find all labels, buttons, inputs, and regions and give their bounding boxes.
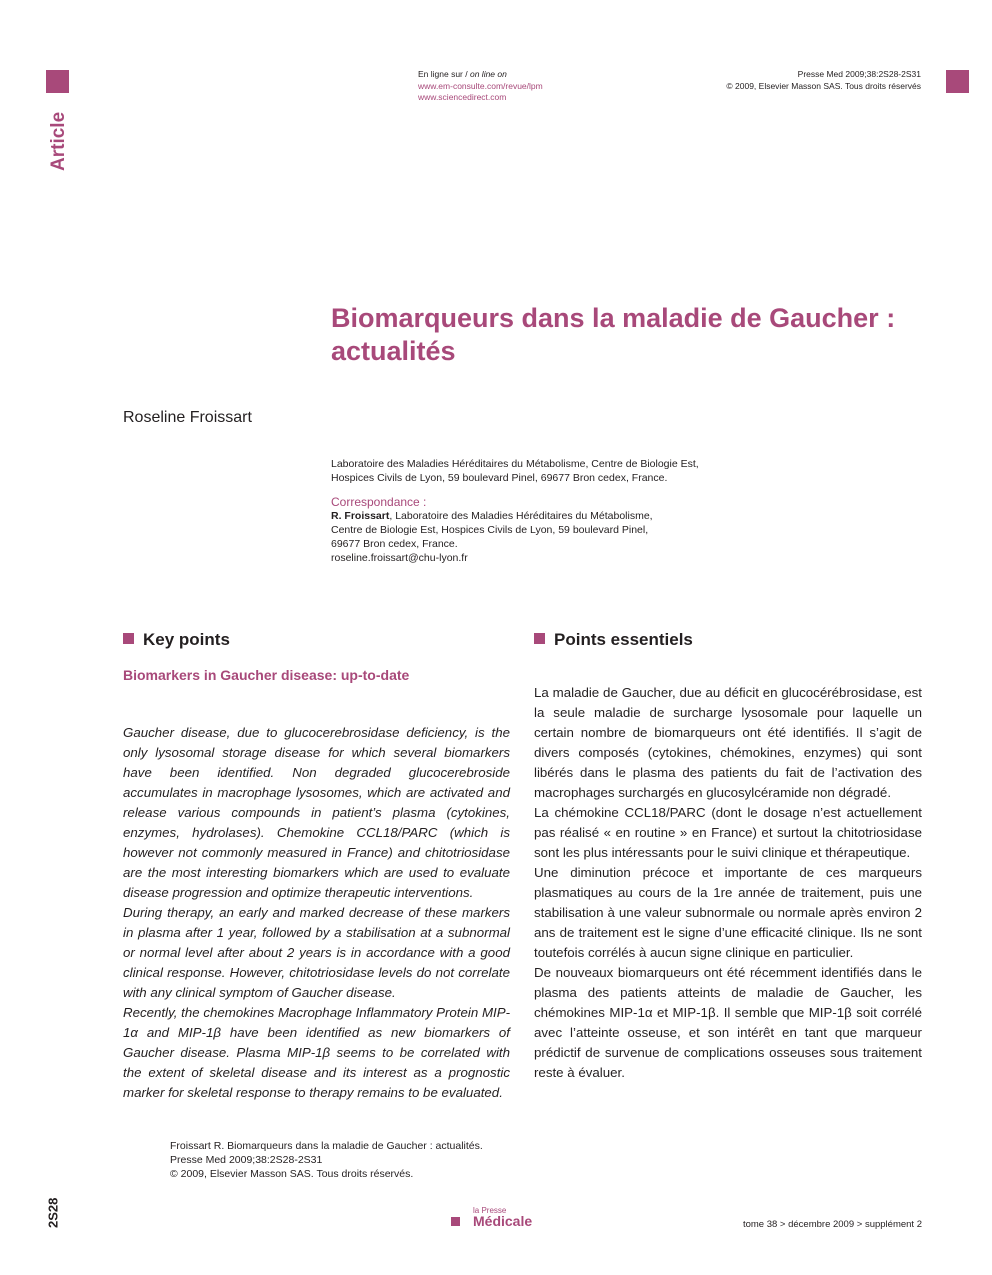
online-availability [418, 69, 543, 104]
citation-line: Froissart R. Biomarqueurs dans la maladie de Gaucher : actualités. [170, 1140, 483, 1152]
article-title: Biomarqueurs dans la maladie de Gaucher : actualités [331, 303, 896, 366]
key-points-title: Key points [143, 630, 230, 649]
affiliation-line: Laboratoire des Maladies Héréditaires du Métabolisme, Centre de Biologie Est, [331, 458, 699, 470]
online-italic: on line on [469, 69, 507, 79]
corner-marker-right [946, 70, 969, 93]
correspondence-email[interactable]: roseline.froissart@chu-lyon.fr [331, 552, 468, 564]
correspondence-name: R. Froissart [331, 510, 390, 522]
citation-block [170, 1139, 483, 1181]
paragraph: La maladie de Gaucher, due au déficit en glucocérébrosidase, est la seule maladie de surcharge lysosomale pour laquelle un certain nombre de biomarqueurs ont été identifiés. Il s’agit de divers composés (cytokines, chémokines, enzymes) qui sont libérés dans le plasma des patients du fait de l’activation des macrophages surchargés en glucosylcéramide non dégradé. [534, 685, 922, 800]
logo-main-text: Médicale [473, 1213, 533, 1229]
key-points-body [123, 723, 510, 1103]
citation-line: Presse Med 2009;38:2S28-2S31 [170, 1154, 323, 1166]
english-subtitle: Biomarkers in Gaucher disease: up-to-date [123, 667, 410, 683]
correspondence-heading: Correspondance : [331, 495, 427, 509]
paragraph: Gaucher disease, due to glucocerebrosidase deficiency, is the only lysosomal storage disease for which several biomarkers have been identified. Non degraded glucocerebroside accumulates in macrophage lysosomes, which are activated and release various compounds in patient’s plasma (cytokines, enzymes, hydrolases). Chemokine CCL18/PARC (which is however not commonly measured in France) and chitotriosidase are the most interesting biomarkers which are used to evaluate disease progression and optimize therapeutic interventions. [123, 725, 510, 900]
correspondence-line: 69677 Bron cedex, France. [331, 538, 458, 550]
journal-ref: Presse Med 2009;38:2S28-2S31 [797, 69, 921, 79]
logo-small-text: la Presse [473, 1206, 507, 1215]
author-name: Roseline Froissart [123, 409, 252, 426]
key-points-heading [123, 630, 230, 650]
section-label: Article [48, 111, 69, 171]
link-em-consulte[interactable]: www.em-consulte.com/revue/lpm [418, 80, 543, 91]
paragraph: During therapy, an early and marked decrease of these markers in plasma after 1 year, followed by a stabilisation at a subnormal or normal level after about 2 years is in accordance with a good clinical response. However, chitotriosidase levels do not correlate with any clinical symptom of Gaucher disease. [123, 905, 510, 1000]
correspondence-line: , Laboratoire des Maladies Héréditaires du Métabolisme, [389, 510, 653, 522]
paragraph: Une diminution précoce et importante de ces marqueurs plasmatiques au cours de la 1re année de traitement, puis une stabilisation à une valeur subnormale ou normale après environ 2 ans de traitement est le signe d’une efficacité clinique. Ils ne sont toutefois corrélés à aucun signe clinique en particulier. [534, 865, 922, 960]
points-essentiels-heading [534, 630, 693, 650]
paragraph: De nouveaux biomarqueurs ont été récemment identifiés dans le plasma des patients atteints de maladie de Gaucher, les chémokines MIP-1α et MIP-1β. Il semble que MIP-1β soit corrélé avec l’atteinte osseuse, et son intérêt en tant que marqueur prédictif de survenue de complications osseuses sous traitement reste à évaluer. [534, 965, 922, 1080]
paragraph: La chémokine CCL18/PARC (dont le dosage n’est actuellement pas réalisé « en routine » en France) et surtout la chitotriosidase sont les plus intéressants pour le suivi clinique et thérapeutique. [534, 805, 922, 860]
correspondence-line: Centre de Biologie Est, Hospices Civils de Lyon, 59 boulevard Pinel, [331, 524, 649, 536]
journal-copyright: © 2009, Elsevier Masson SAS. Tous droits réservés [726, 80, 921, 91]
citation-line: © 2009, Elsevier Masson SAS. Tous droits réservés. [170, 1168, 414, 1180]
points-essentiels-body [534, 683, 922, 1083]
heading-bullet [123, 633, 134, 644]
corner-marker-left [46, 70, 69, 93]
correspondence [331, 495, 751, 565]
paragraph: Recently, the chemokines Macrophage Inflammatory Protein MIP-1α and MIP-1β have been identified as new biomarkers of Gaucher disease. Plasma MIP-1β seems to be correlated with the extent of skeletal disease and its interest as a prognostic marker for skeletal response to therapy remains to be evaluated. [123, 1005, 511, 1100]
affiliation-line: Hospices Civils de Lyon, 59 boulevard Pinel, 69677 Bron cedex, France. [331, 472, 668, 484]
points-essentiels-title: Points essentiels [554, 630, 693, 649]
online-prefix: En ligne sur / [418, 69, 470, 79]
link-sciencedirect[interactable]: www.sciencedirect.com [418, 92, 507, 102]
affiliation [331, 457, 751, 485]
logo-square [451, 1217, 460, 1226]
heading-bullet [534, 633, 545, 644]
page-number: 2S28 [45, 1197, 61, 1229]
journal-reference [726, 69, 921, 92]
issue-footer: tome 38 > décembre 2009 > supplément 2 [742, 1219, 922, 1230]
